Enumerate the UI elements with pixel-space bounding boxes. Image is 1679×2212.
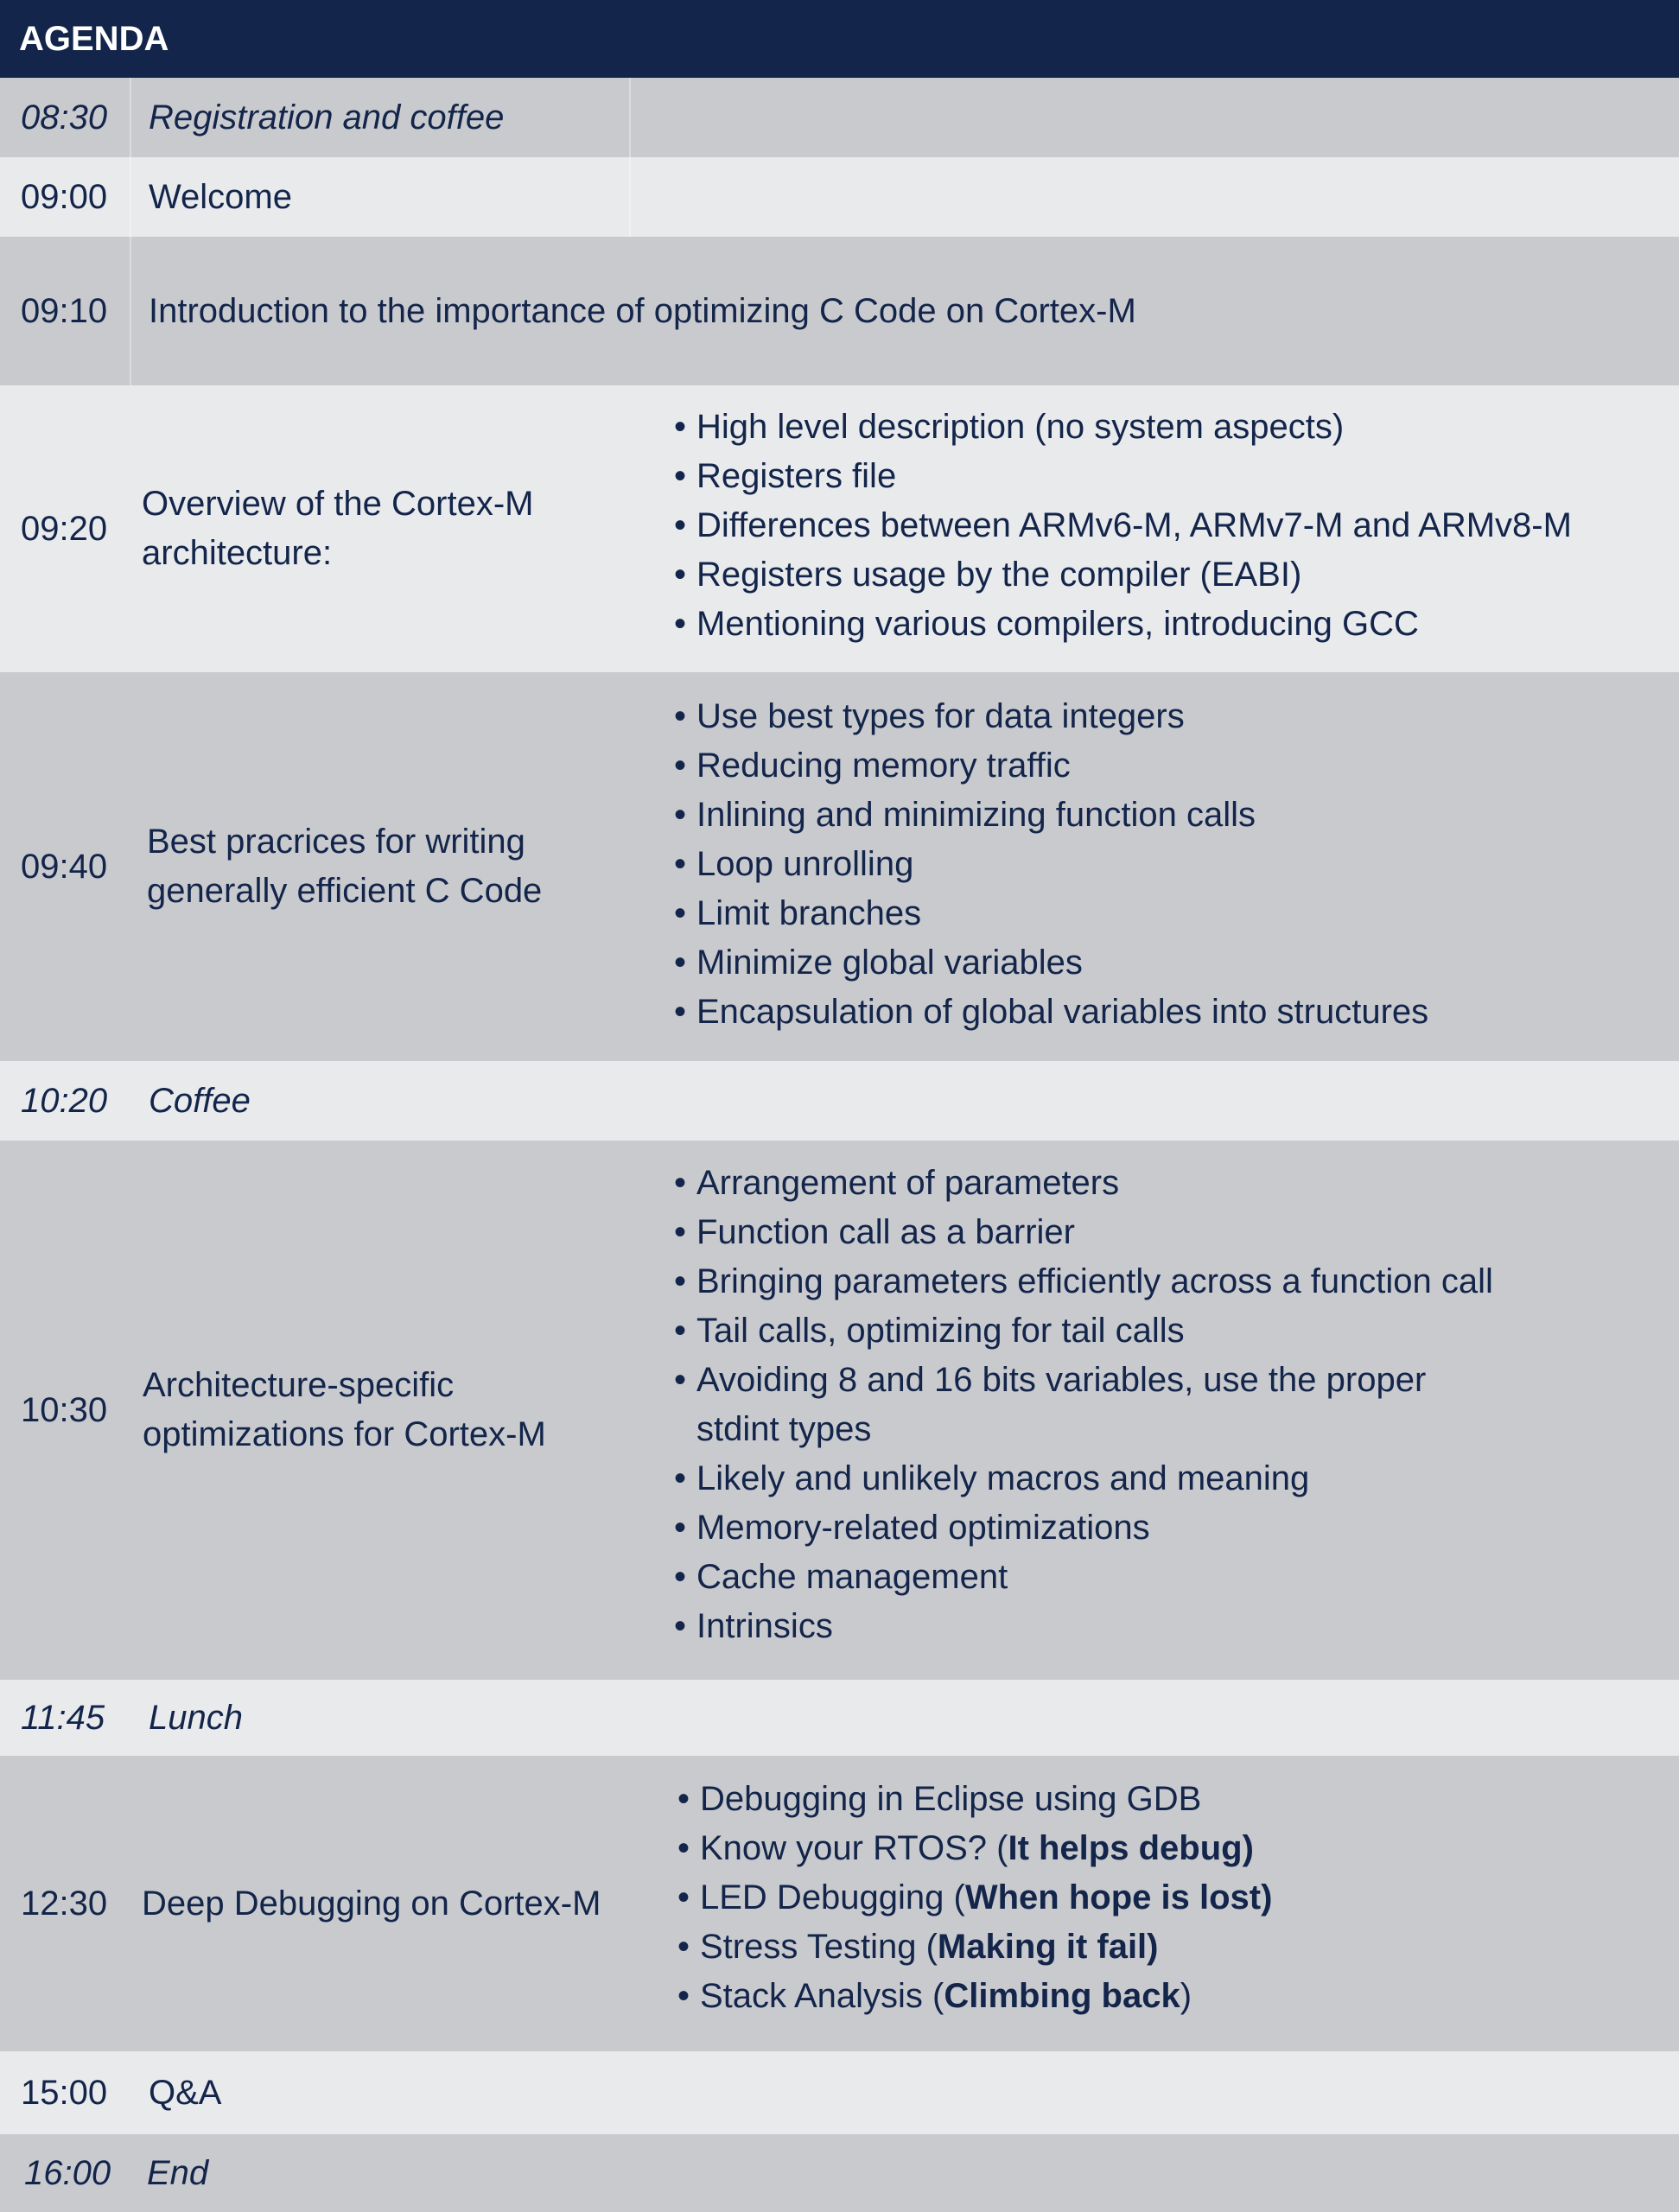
topic-list [674,403,1572,649]
row-title-line: architecture: [142,534,333,572]
agenda-row-1600 [0,2134,1679,2212]
row-time: 09:00 [21,177,108,216]
topic-item: • Use best types for data integers [674,697,1185,735]
row-title: Q&A [149,2073,222,2112]
topic-list [674,1159,1493,1651]
agenda-row-0940 [0,672,1679,1061]
row-title: Welcome [149,177,292,216]
column-divider [629,78,631,157]
topic-item: • Memory-related optimizations [674,1509,1150,1547]
row-title: Introduction to the importance of optimizing C Code on Cortex-M [149,291,1136,330]
agenda-row-1145 [0,1680,1679,1756]
topic-item: • High level description (no system aspects) [674,408,1345,446]
topic-item: • Encapsulation of global variables into structures [674,993,1429,1031]
topic-item-continuation: stdint types [696,1410,872,1448]
row-title-line: Overview of the Cortex-M [142,485,534,523]
topic-item: • Stress Testing (Making it fail) [677,1928,1159,1966]
topic-item: • Minimize global variables [674,944,1083,982]
column-divider [130,157,131,237]
agenda-row-1230 [0,1756,1679,2051]
row-title-line: Architecture-specific [143,1366,455,1404]
row-time: 10:30 [21,1390,108,1429]
agenda-row-0900 [0,157,1679,237]
column-divider [130,237,131,385]
row-title-line: optimizations for Cortex-M [143,1415,546,1453]
topic-item: • Arrangement of parameters [674,1164,1120,1202]
row-title: Coffee [149,1081,251,1120]
topic-item: • Bringing parameters efficiently across a function call [674,1262,1493,1300]
agenda-row-1500 [0,2051,1679,2134]
row-title [147,672,665,1061]
row-title: Lunch [149,1698,243,1737]
agenda-row-0910 [0,237,1679,385]
topic-list [674,692,1428,1037]
row-time: 08:30 [21,98,108,137]
topic-item: • Function call as a barrier [674,1213,1075,1251]
row-time: 11:45 [21,1698,105,1737]
row-time: 09:20 [21,509,108,548]
agenda-row-0830 [0,78,1679,157]
topic-item: • Cache management [674,1558,1008,1596]
topic-item: • Mentioning various compilers, introducing GCC [674,605,1419,643]
topic-item: • Loop unrolling [674,845,914,883]
row-time: 12:30 [21,1884,108,1923]
row-title [143,1141,661,1680]
topic-item: • Debugging in Eclipse using GDB [677,1780,1202,1818]
row-time: 16:00 [24,2153,111,2192]
topic-item: • Inlining and minimizing function calls [674,796,1256,834]
row-title [142,385,660,672]
agenda-row-0920 [0,385,1679,672]
topic-list [677,1775,1272,2021]
topic-item: • Know your RTOS? (It helps debug) [677,1829,1254,1867]
topic-item: • Avoiding 8 and 16 bits variables, use the proper [674,1361,1427,1399]
row-time: 09:40 [21,847,108,886]
topic-item: • Likely and unlikely macros and meaning [674,1459,1310,1497]
topic-item: • Registers usage by the compiler (EABI) [674,556,1302,594]
topic-item: • Intrinsics [674,1607,833,1645]
row-title: Registration and coffee [149,98,505,137]
topic-item: • Reducing memory traffic [674,747,1071,785]
row-time: 15:00 [21,2073,108,2112]
agenda-row-1020 [0,1061,1679,1141]
topic-item: • Stack Analysis (Climbing back) [677,1977,1192,2015]
topic-item: • Limit branches [674,894,922,932]
column-divider [629,157,631,237]
topic-item: • Differences between ARMv6-M, ARMv7-M and ARMv8-M [674,506,1572,544]
topic-item: • Tail calls, optimizing for tail calls [674,1312,1185,1350]
topic-item: • LED Debugging (When hope is lost) [677,1878,1273,1916]
column-divider [130,78,131,157]
topic-item: • Registers file [674,457,897,495]
agenda-header [0,0,1679,78]
row-title: Deep Debugging on Cortex-M [142,1884,601,1923]
row-title-line: Best pracrices for writing [147,823,525,861]
row-time: 10:20 [21,1081,108,1120]
row-title: End [147,2153,209,2192]
agenda-row-1030 [0,1141,1679,1680]
agenda-title: AGENDA [19,20,169,58]
row-title-line: generally efficient C Code [147,872,543,910]
row-time: 09:10 [21,291,108,330]
